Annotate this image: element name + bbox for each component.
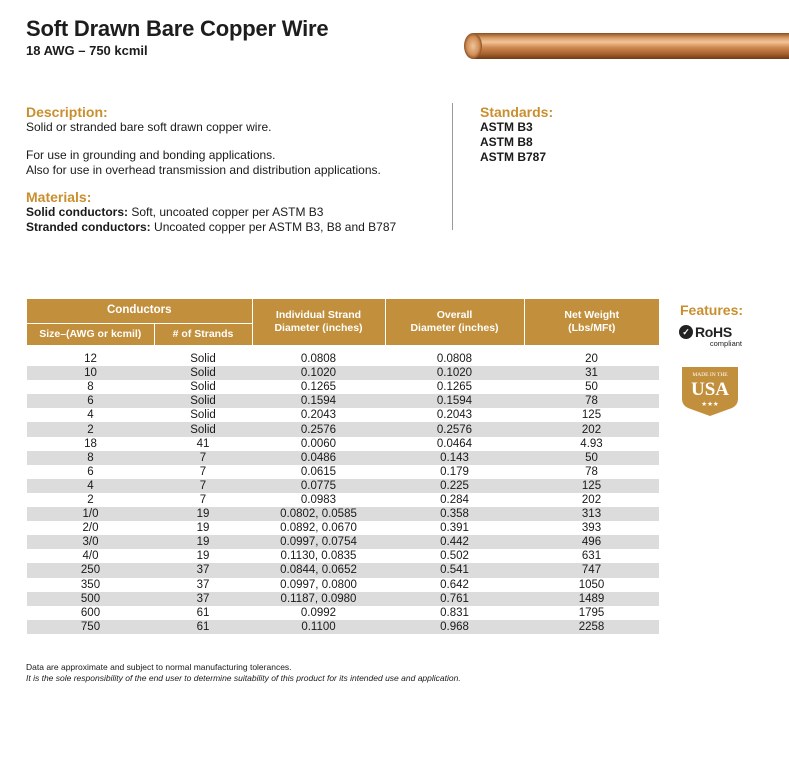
- features-heading: Features:: [680, 302, 744, 318]
- strand-diameter-header: Individual Strand Diameter (inches): [252, 299, 385, 345]
- table-row: [27, 408, 659, 422]
- cell-strand-diameter: 0.0997, 0.0800: [280, 578, 357, 591]
- cell-overall-diameter: 0.642: [440, 578, 469, 591]
- cell-size: 18: [84, 437, 97, 450]
- cell-net-weight: 1795: [578, 606, 605, 619]
- cell-overall-diameter: 0.0464: [436, 437, 473, 450]
- cell-strands: 37: [154, 563, 252, 577]
- specifications-table: [27, 299, 659, 634]
- cell-net-weight: 20: [585, 353, 598, 366]
- cell-overall-diameter: 0.1020: [385, 366, 524, 380]
- cell-net-weight: 2258: [524, 620, 659, 634]
- cell-size: 8: [87, 381, 94, 394]
- table-row: [27, 535, 659, 549]
- cell-overall-diameter: 0.442: [385, 535, 524, 549]
- table-row: [27, 549, 659, 563]
- cell-strands: Solid: [190, 409, 216, 422]
- cell-size: 350: [80, 578, 101, 591]
- cell-strand-diameter: 0.2043: [300, 409, 337, 422]
- cell-overall-diameter: 0.179: [440, 465, 469, 478]
- cell-net-weight: 125: [581, 409, 602, 422]
- cell-net-weight: 1050: [578, 578, 605, 591]
- description-line: Also for use in overhead transmission and distribution applications.: [26, 163, 381, 177]
- cell-net-weight: 747: [524, 563, 659, 577]
- cell-overall-diameter: 0.391: [440, 522, 469, 535]
- materials-section: [26, 189, 446, 235]
- conductors-group-header: Conductors: [27, 299, 252, 323]
- description-section: [26, 104, 446, 178]
- materials-solid-text: Soft, uncoated copper per ASTM B3: [128, 205, 324, 219]
- cell-strand-diameter: 0.2576: [252, 422, 385, 436]
- materials-stranded-label: Stranded conductors:: [26, 220, 151, 234]
- cell-size: 250: [27, 563, 154, 577]
- cell-strands: 61: [154, 620, 252, 634]
- materials-solid-label: Solid conductors:: [26, 205, 128, 219]
- table-row: [27, 507, 659, 521]
- table-row: [27, 606, 659, 620]
- cell-overall-diameter: 0.1594: [385, 394, 524, 408]
- standards-heading: Standards:: [480, 104, 554, 120]
- standard-item: ASTM B787: [480, 150, 547, 164]
- cell-size: 4: [27, 479, 154, 493]
- footnote-tolerance: Data are approximate and subject to normal manufacturing tolerances.: [26, 662, 292, 672]
- page-subtitle: 18 AWG – 750 kcmil: [26, 43, 148, 58]
- cell-strand-diameter: 0.0992: [300, 606, 337, 619]
- table-row: [27, 578, 659, 592]
- section-divider: [452, 103, 453, 230]
- strands-header: # of Strands: [154, 323, 252, 345]
- cell-net-weight: 202: [524, 422, 659, 436]
- cell-size: 12: [84, 353, 97, 366]
- standard-item: ASTM B3: [480, 120, 533, 134]
- made-in-usa-badge: [680, 365, 740, 417]
- cell-strands: Solid: [154, 422, 252, 436]
- cell-net-weight: 50: [585, 381, 598, 394]
- table-row: [27, 592, 659, 606]
- cell-strand-diameter: 0.0844, 0.0652: [252, 563, 385, 577]
- cell-strand-diameter: 0.0802, 0.0585: [252, 507, 385, 521]
- cell-strands: 19: [154, 535, 252, 549]
- table-row: [27, 465, 659, 479]
- cell-net-weight: 50: [524, 451, 659, 465]
- table-body: [27, 345, 659, 634]
- cell-strand-diameter: 0.1020: [252, 366, 385, 380]
- standard-item: ASTM B8: [480, 135, 533, 149]
- cell-net-weight: 496: [524, 535, 659, 549]
- table-row: [27, 422, 659, 436]
- description-heading: Description:: [26, 104, 108, 120]
- cell-net-weight: 393: [581, 522, 602, 535]
- cell-net-weight: 78: [585, 465, 598, 478]
- cell-size: 500: [27, 592, 154, 606]
- table-row: [27, 352, 659, 366]
- cell-overall-diameter: 0.284: [440, 493, 469, 506]
- size-header: Size–(AWG or kcmil): [27, 323, 154, 345]
- cell-overall-diameter: 0.2576: [385, 422, 524, 436]
- cell-overall-diameter: 0.225: [385, 479, 524, 493]
- cell-size: 6: [27, 394, 154, 408]
- cell-size: 750: [27, 620, 154, 634]
- cell-strand-diameter: 0.1130, 0.0835: [280, 550, 357, 563]
- page-title: Soft Drawn Bare Copper Wire: [26, 16, 329, 41]
- footnotes: [26, 662, 461, 684]
- cell-net-weight: 125: [524, 479, 659, 493]
- standards-section: [480, 104, 553, 165]
- rohs-compliant-badge: [679, 324, 745, 354]
- cell-strands: 7: [199, 465, 207, 478]
- cell-strand-diameter: 0.0060: [300, 437, 337, 450]
- cell-size: 3/0: [27, 535, 154, 549]
- cell-size: 1/0: [27, 507, 154, 521]
- table-row: [27, 493, 659, 507]
- cell-strands: 7: [199, 493, 207, 506]
- cell-overall-diameter: 0.0808: [436, 353, 473, 366]
- cell-strands: Solid: [154, 394, 252, 408]
- cell-size: 6: [87, 465, 94, 478]
- copper-wire-image: [461, 30, 789, 62]
- rohs-leaf-icon: ✓: [679, 325, 693, 339]
- cell-strands: Solid: [190, 353, 216, 366]
- rohs-mark: RoHS: [695, 324, 732, 340]
- cell-size: 8: [27, 451, 154, 465]
- cell-strand-diameter: 0.1594: [252, 394, 385, 408]
- cell-size: 4/0: [82, 550, 99, 563]
- cell-strand-diameter: 0.0808: [300, 353, 337, 366]
- cell-overall-diameter: 0.761: [385, 592, 524, 606]
- footnote-responsibility: It is the sole responsibility of the end user to determine suitability of this product for its intended use and application.: [26, 673, 461, 683]
- cell-overall-diameter: 0.502: [440, 550, 469, 563]
- table-row: [27, 479, 659, 493]
- table-row: [27, 563, 659, 577]
- usa-badge-main-text: USA: [690, 379, 730, 400]
- cell-strands: 19: [196, 522, 210, 535]
- cell-overall-diameter: 0.1265: [436, 381, 473, 394]
- cell-strand-diameter: 0.0486: [252, 451, 385, 465]
- cell-strands: 7: [154, 479, 252, 493]
- cell-size: 600: [80, 606, 101, 619]
- cell-size: 2: [87, 493, 94, 506]
- table-row: [27, 437, 659, 451]
- rohs-sub-label: compliant: [709, 339, 742, 348]
- cell-strands: 37: [196, 578, 210, 591]
- table-row: [27, 366, 659, 380]
- overall-diameter-header: Overall Diameter (inches): [385, 299, 524, 345]
- table-row: [27, 451, 659, 465]
- materials-heading: Materials:: [26, 189, 92, 205]
- cell-overall-diameter: 0.358: [385, 507, 524, 521]
- table-row: [27, 394, 659, 408]
- table-row: [27, 620, 659, 634]
- cell-strand-diameter: 0.0775: [252, 479, 385, 493]
- cell-strands: 19: [196, 550, 210, 563]
- cell-size: 10: [27, 366, 154, 380]
- cell-net-weight: 631: [581, 550, 602, 563]
- cell-net-weight: 31: [524, 366, 659, 380]
- usa-badge-top-text: MADE IN THE: [692, 372, 728, 378]
- materials-solid: [26, 205, 446, 220]
- materials-stranded-text: Uncoated copper per ASTM B3, B8 and B787: [150, 220, 397, 234]
- table-row: [27, 521, 659, 535]
- cell-strand-diameter: 0.0983: [300, 493, 337, 506]
- cell-overall-diameter: 0.143: [385, 451, 524, 465]
- cell-net-weight: 78: [524, 394, 659, 408]
- cell-overall-diameter: 0.2043: [436, 409, 473, 422]
- cell-net-weight: 202: [581, 493, 602, 506]
- cell-overall-diameter: 0.831: [440, 606, 469, 619]
- description-line: Solid or stranded bare soft drawn copper wire.: [26, 120, 272, 134]
- materials-stranded: [26, 220, 446, 235]
- cell-strands: 19: [154, 507, 252, 521]
- cell-strands: 7: [154, 451, 252, 465]
- cell-overall-diameter: 0.541: [385, 563, 524, 577]
- cell-strand-diameter: 0.1187, 0.0980: [252, 592, 385, 606]
- cell-strands: 37: [154, 592, 252, 606]
- cell-size: 4: [87, 409, 94, 422]
- cell-net-weight: 313: [524, 507, 659, 521]
- usa-badge-stars: ★★★: [701, 400, 719, 408]
- net-weight-header: Net Weight (Lbs/MFt): [524, 299, 659, 345]
- cell-strand-diameter: 0.1100: [252, 620, 385, 634]
- cell-strands: Solid: [154, 366, 252, 380]
- cell-strand-diameter: 0.1265: [300, 381, 337, 394]
- cell-strand-diameter: 0.0615: [300, 465, 337, 478]
- cell-strands: 41: [196, 437, 210, 450]
- cell-size: 2: [27, 422, 154, 436]
- cell-net-weight: 1489: [524, 592, 659, 606]
- description-line: For use in grounding and bonding applications.: [26, 148, 276, 162]
- table-row: [27, 380, 659, 394]
- cell-strands: 61: [196, 606, 210, 619]
- cell-net-weight: 4.93: [580, 437, 603, 450]
- cell-strands: Solid: [190, 381, 216, 394]
- cell-strand-diameter: 0.0892, 0.0670: [280, 522, 357, 535]
- cell-overall-diameter: 0.968: [385, 620, 524, 634]
- cell-strand-diameter: 0.0997, 0.0754: [252, 535, 385, 549]
- cell-size: 2/0: [82, 522, 99, 535]
